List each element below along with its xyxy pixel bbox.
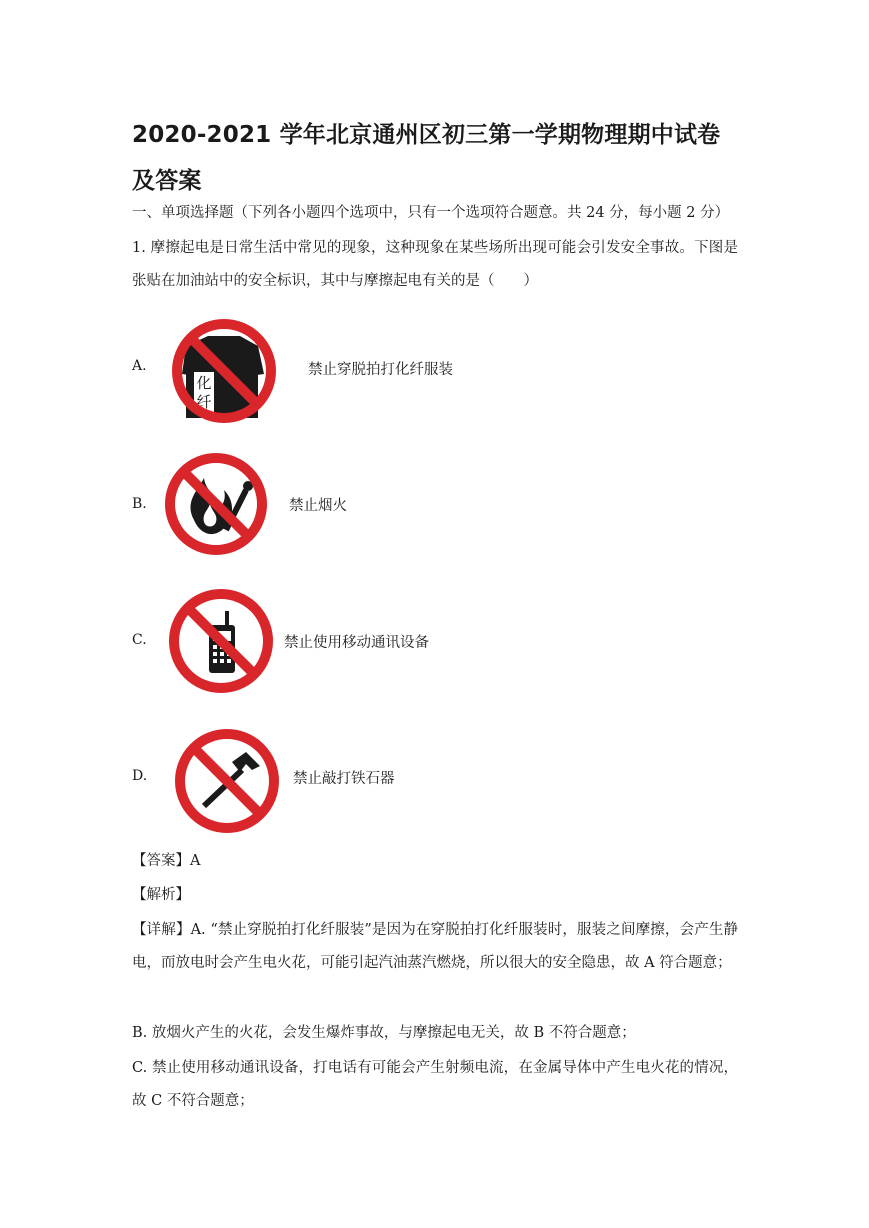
no-synthetic-clothing-icon	[168, 316, 280, 426]
no-mobile-phone-icon	[165, 585, 277, 695]
page-title: 2020-2021 学年北京通州区初三第一学期物理期中试卷及答案	[132, 122, 721, 194]
question-1-stem: 1. 摩擦起电是日常生活中常见的现象，这种现象在某些场所出现可能会引发安全事故。下图是张贴在加油站中的安全标识，其中与摩擦起电有关的是（ ）	[132, 240, 738, 289]
option-b-label: 禁止烟火	[289, 498, 347, 514]
no-hammering-icon	[170, 726, 284, 836]
option-d-letter: D.	[132, 768, 148, 784]
section-heading: 一、单项选择题（下列各小题四个选项中，只有一个选项符合题意。共 24 分，每小题 2 分）	[132, 205, 730, 221]
icon-text-xian: 纤	[196, 393, 212, 411]
detail-b: B. 放烟火产生的火花，会发生爆炸事故，与摩擦起电无关，故 B 不符合题意；	[132, 1025, 636, 1041]
detail-c: C. 禁止使用移动通讯设备，打电话有可能会产生射频电流，在金属导体中产生电火花的情况，故 C 不符合题意；	[132, 1060, 738, 1109]
option-c-label: 禁止使用移动通讯设备	[284, 635, 429, 651]
no-fire-icon	[160, 450, 272, 558]
analysis-heading: 【解析】	[132, 887, 190, 903]
option-a-letter: A.	[132, 358, 147, 374]
option-a-label: 禁止穿脱拍打化纤服装	[308, 362, 453, 378]
icon-text-hua: 化	[196, 374, 212, 392]
option-b-letter: B.	[132, 496, 147, 512]
answer-line: 【答案】A	[132, 853, 201, 869]
detail-a: 【详解】A. “禁止穿脱拍打化纤服装”是因为在穿脱拍打化纤服装时，服装之间摩擦，会产生静电，而放电时会产生电火花，可能引起汽油蒸汽燃烧，所以很大的安全隐患，故 A 符合题意；	[132, 922, 738, 971]
option-d-label: 禁止敲打铁石器	[293, 771, 395, 787]
option-c-letter: C.	[132, 632, 147, 648]
